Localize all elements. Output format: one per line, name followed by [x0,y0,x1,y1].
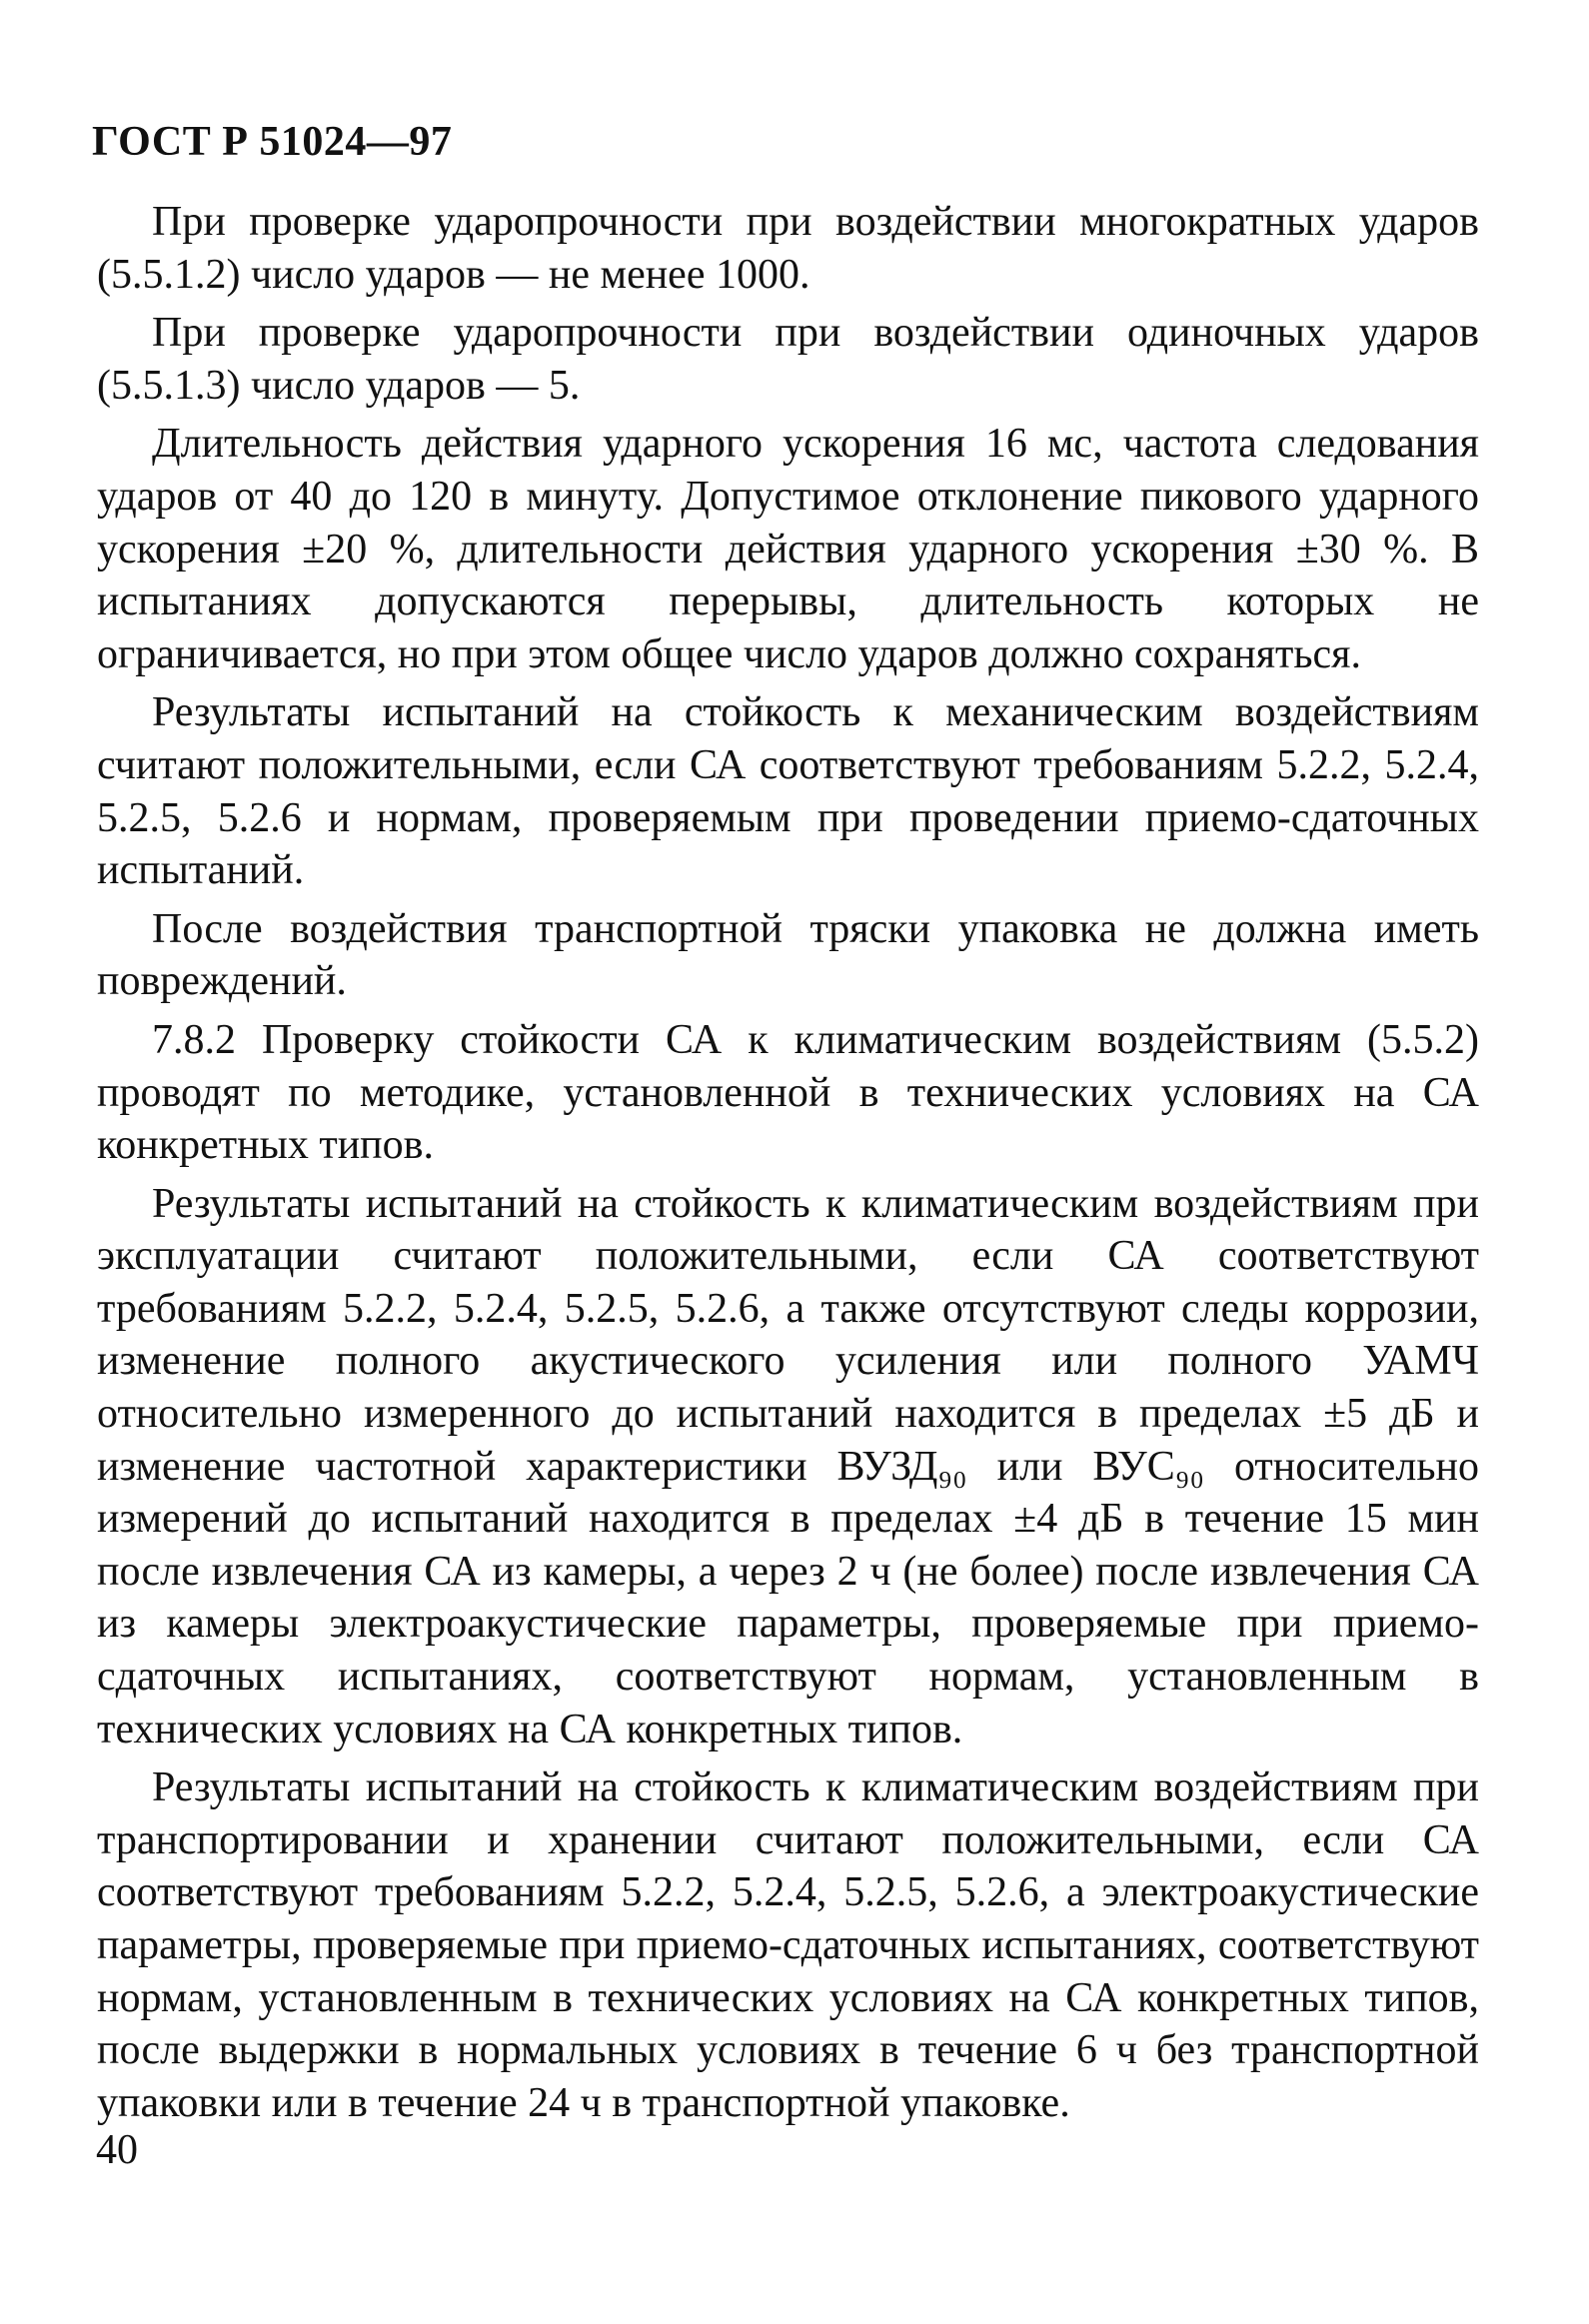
document-body [97,196,1479,2135]
page-number: 40 [96,2127,138,2173]
paragraph-transport-shaking: После воздействия транспортной тряски упаковка не должна иметь повреждений. [97,905,1479,1005]
paragraph-multiple-impacts: При проверке ударопрочности при воздействии многократных ударов (5.5.1.2) число ударов — не менее 1000. [97,199,1479,298]
paragraph-climate-check: 7.8.2 Проверку стойкости СА к климатическим воздействиям (5.5.2) проводят по методике, установленной в технических условиях на СА конкретных типов. [97,1016,1479,1169]
paragraph-mechanical-results: Результаты испытаний на стойкость к механическим воздействиям считают положительными, если СА соответствуют требованиям 5.2.2, 5.2.4, 5.2.5, 5.2.6 и нормам, проверяемым при проведении приемо-сдаточных испытаний. [97,689,1479,894]
paragraph-single-impacts: При проверке ударопрочности при воздействии одиночных ударов (5.5.1.3) число ударов — 5. [97,310,1479,409]
document-header: ГОСТ Р 51024—97 [92,119,453,165]
paragraph-climate-storage-results: Результаты испытаний на стойкость к климатическим воздействиям при транспортировании и хранении считают положительными, если СА соответствуют требованиям 5.2.2, 5.2.4, 5.2.5, 5.2.6, а электроакустические параметры, проверяемые при приемо-сдаточных испытаниях, соответствуют нормам, установленным в технических условиях на СА конкретных типов, после выдержки в нормальных условиях в течение 6 ч без транспортной упаковки или в течение 24 ч в транспортной упаковке. [97,1764,1479,2126]
paragraph-impact-duration: Длительность действия ударного ускорения 16 мс, частота следования ударов от 40 до 120 в минуту. Допустимое отклонение пикового ударного ускорения ±20 %, длительности действия ударного ускорения ±30 %. В испытаниях допускаются перерывы, длительность которых не ограничивается, но при этом общее число ударов должно сохраняться. [97,421,1479,677]
paragraph-climate-operation-results: Результаты испытаний на стойкость к климатическим воздействиям при эксплуатации считают положительными, если СА соответствуют требованиям 5.2.2, 5.2.4, 5.2.5, 5.2.6, а также отсутствуют следы коррозии, изменение полного акустического усиления или полного УАМЧ относительно измеренного до испытаний находится в пределах ±5 дБ и изменение частотной характеристики ВУЗД₉₀ или ВУС₉₀ относительно измерений до испытаний находится в пределах ±4 дБ в течение 15 мин после извлечения СА из камеры, а через 2 ч (не более) после извлечения СА из камеры электроакустические параметры, проверяемые при приемо-сдаточных испытаниях, соответствуют нормам, установленным в технических условиях на СА конкретных типов. [97,1180,1479,1752]
